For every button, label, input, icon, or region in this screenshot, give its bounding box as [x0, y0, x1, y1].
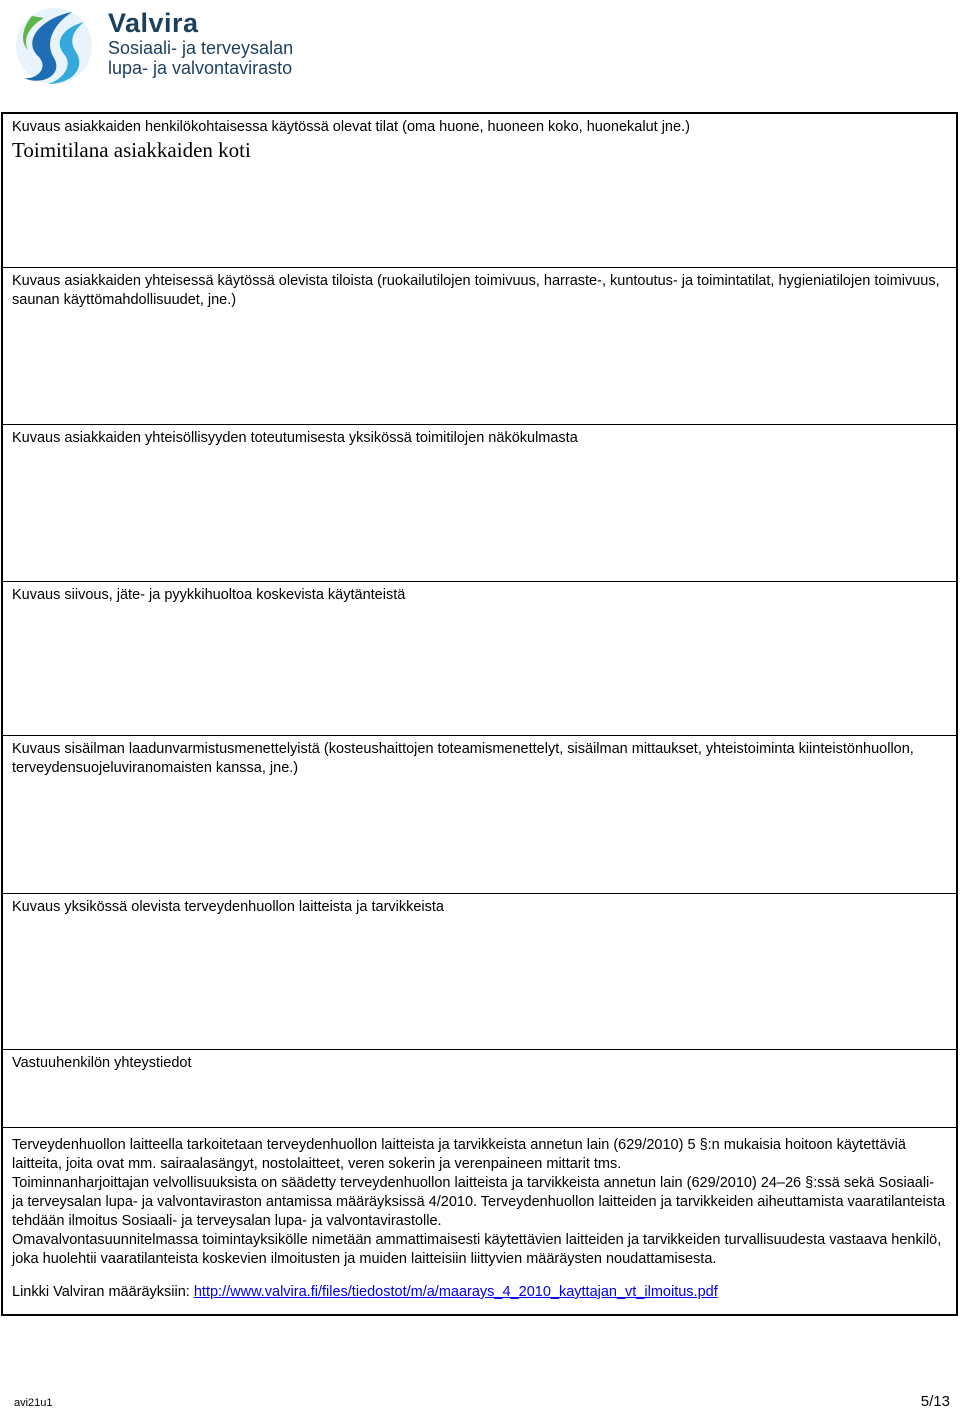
section-info: [3, 1128, 956, 1314]
section-value[interactable]: Toimitilana asiakkaiden koti: [12, 138, 251, 162]
section-health-devices[interactable]: [3, 894, 956, 1050]
section-personal-spaces[interactable]: [3, 114, 956, 268]
section-cleaning[interactable]: [3, 582, 956, 736]
info-paragraph-1: Terveydenhuollon laitteella tarkoitetaan terveydenhuollon laitteista ja tarvikkeista annetun lain (629/2010) 5 §:n mukaisia hoitoon käytettäviä laitteita, joita ovat mm. sairaalasängyt, nostolaitteet, veren sokerin ja verenpaineen mittarit tms.: [12, 1137, 906, 1172]
brand-line-2: lupa- ja valvontavirasto: [108, 58, 293, 78]
section-community[interactable]: [3, 425, 956, 582]
valvira-logo: [12, 4, 302, 88]
section-label: Kuvaus asiakkaiden henkilökohtaisessa käytössä olevat tilat (oma huone, huoneen koko, huonekalut jne.): [12, 119, 690, 135]
regulation-link-line: [12, 1283, 947, 1302]
info-paragraph-2: Toiminnanharjoittajan velvollisuuksista on säädetty terveydenhuollon laitteista ja tarvikkeista annetun lain (629/2010) 24–26 §:ssä sekä Sosiaali- ja terveysalan lupa- ja valvontaviraston antamissa määräyksissä 4/2010. Terveydenhuollon laitteiden ja tarvikkeiden aiheuttamista vaaratilanteista tehdään ilmoitus Sosiaali- ja terveysalan lupa- ja valvontavirastolle.: [12, 1175, 946, 1229]
page-number: 5/13: [920, 1393, 950, 1410]
section-label: Kuvaus sisäilman laadunvarmistusmenettelyistä (kosteushaittojen toteamismenettelyt, sisäilman mittaukset, yhteistoiminta kiinteistönhuollon, terveydensuojeluviranomaisten kanssa, jne.): [12, 741, 914, 776]
link-prefix: Linkki Valviran määräyksiin:: [12, 1284, 194, 1300]
regulation-link[interactable]: http://www.valvira.fi/files/tiedostot/m/a/maarays_4_2010_kayttajan_vt_ilmoitus.pdf: [193, 1284, 718, 1300]
info-paragraph-3: Omavalvontasuunnitelmassa toimintayksikölle nimetään ammattimaisesti käytettävien laitteiden ja tarvikkeiden turvallisuudesta vastaava henkilö, joka huolehtii vaaratilanteista koskevien ilmoitusten ja muiden laitteisiin liittyvien määräysten noudattamisesta.: [12, 1232, 942, 1267]
brand-name: Valvira: [108, 8, 199, 38]
section-responsible-person[interactable]: [3, 1050, 956, 1128]
section-common-spaces[interactable]: [3, 268, 956, 425]
section-label: Kuvaus yksikössä olevista terveydenhuollon laitteista ja tarvikkeista: [12, 899, 444, 915]
form-table: [1, 112, 958, 1316]
section-label: Vastuuhenkilön yhteystiedot: [12, 1055, 192, 1071]
section-label: Kuvaus asiakkaiden yhteisöllisyyden toteutumisesta yksikössä toimitilojen näkökulmasta: [12, 430, 578, 446]
brand-line-1: Sosiaali- ja terveysalan: [108, 38, 294, 58]
section-label: Kuvaus asiakkaiden yhteisessä käytössä olevista tiloista (ruokailutilojen toimivuus, harraste-, kuntoutus- ja toimintatilat, hygieniatilojen toimivuus, saunan käyttömahdollisuudet, jne.): [12, 273, 940, 308]
section-indoor-air[interactable]: [3, 736, 956, 894]
form-code: avi21u1: [14, 1397, 53, 1409]
valvira-logo-icon: [14, 6, 94, 86]
section-label: Kuvaus siivous, jäte- ja pyykkihuoltoa koskevista käytänteistä: [12, 587, 406, 603]
